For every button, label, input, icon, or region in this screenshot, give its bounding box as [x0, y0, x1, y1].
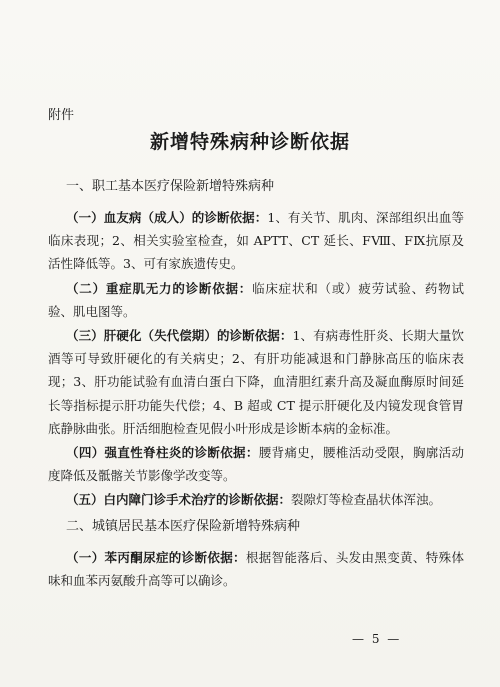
paragraph-text: 腰背痛史，腰椎活动受限，胸廓活动度降低及骶髂关节影像学改变等。: [48, 445, 464, 484]
paragraph-spondylitis: [48, 441, 464, 487]
paragraph-lead: （一）苯丙酮尿症的诊断依据：: [66, 549, 246, 565]
paragraph-text: 裂隙灯等检查晶状体浑浊。: [291, 492, 442, 508]
paragraph-myasthenia: [48, 277, 464, 323]
paragraph-cataract: [48, 488, 464, 511]
paragraph-lead: （三）肝硬化（失代偿期）的诊断依据：: [66, 328, 293, 344]
paragraph-text: 1、有关节、肌肉、深部组织出血等临床表现；2、相关实验室检查，如 APTT、CT 延长、FⅧ、FⅨ抗原及活性降低等。3、可有家族遗传史。: [48, 210, 464, 272]
paragraph-hemophilia: [48, 206, 464, 276]
paragraph-pku: [48, 546, 464, 592]
paragraph-cirrhosis: [48, 324, 464, 440]
paragraph-lead: （一）血友病（成人）的诊断依据：: [66, 210, 268, 225]
paragraph-text: 1、有病毒性肝炎、长期大量饮酒等可导致肝硬化的有关病史；2、有肝功能减退和门静脉高压的临床表现；3、肝功能试验有血清白蛋白下降，血清胆红素升高及凝血酶原时间延长等指标提示肝功能失代偿；4、B 超或 CT 提示肝硬化及内镜发现食管胃底静脉曲张。肝活细胞检查见假小叶形成是诊断本病的金标准。: [48, 328, 464, 436]
paragraph-text: 根据智能落后、头发由黑变黄、特殊体味和血苯丙氨酸升高等可以确诊。: [48, 549, 464, 588]
paragraph-lead: （五）白内障门诊手术治疗的诊断依据：: [66, 492, 292, 508]
attachment-label: 附件: [48, 108, 75, 123]
paragraph-text: 临床症状和（或）疲劳试验、药物试验、肌电图等。: [48, 280, 464, 319]
paragraph-lead: （四）强直性脊柱炎的诊断依据：: [66, 445, 259, 461]
document-title: 新增特殊病种诊断依据: [149, 131, 350, 153]
section-heading-1: 一、职工基本医疗保险新增特殊病种: [66, 179, 275, 194]
paragraph-lead: （二）重症肌无力的诊断依据：: [66, 280, 253, 296]
document-body: [48, 178, 464, 593]
section-heading-2: 二、城镇居民基本医疗保险新增特殊病种: [66, 518, 301, 534]
page-number: — 5 —: [352, 632, 402, 646]
